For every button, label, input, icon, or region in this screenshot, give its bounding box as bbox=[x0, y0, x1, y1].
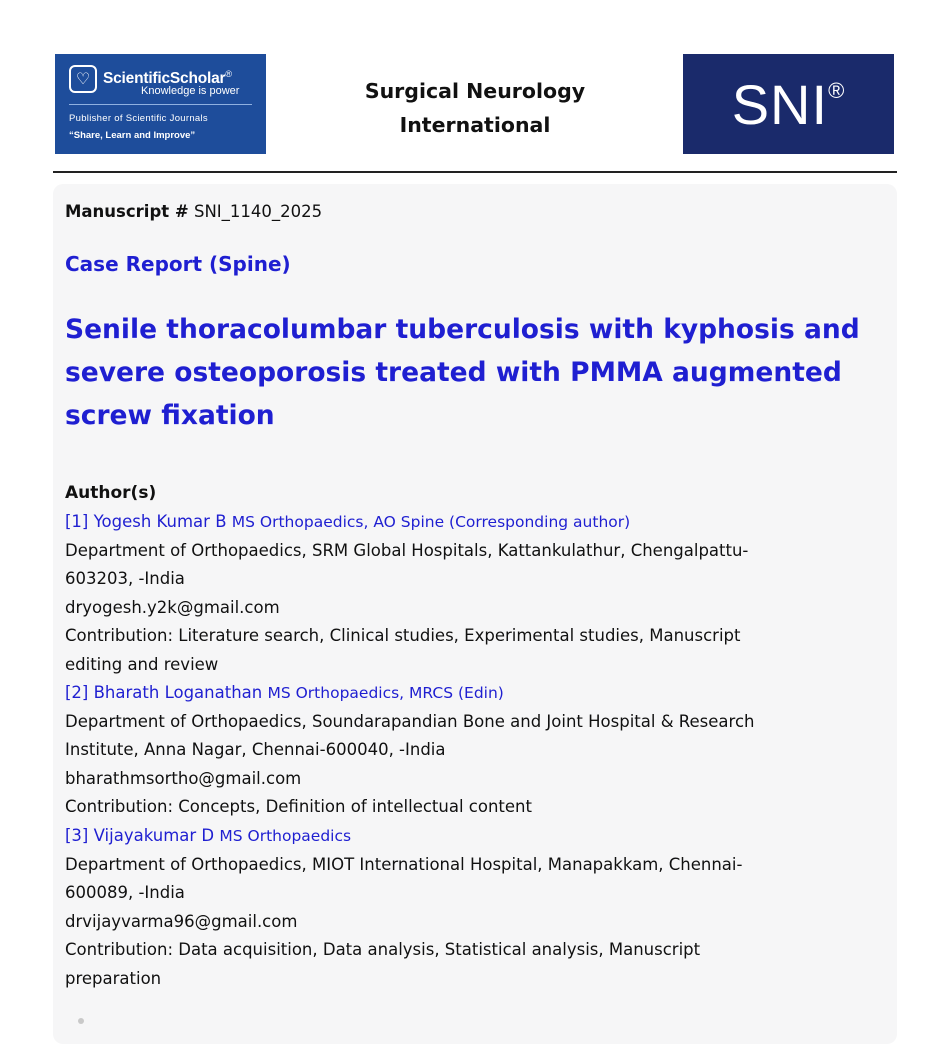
author-email: bharathmsortho@gmail.com bbox=[65, 768, 302, 788]
author-name: [1] Yogesh Kumar B bbox=[65, 512, 227, 531]
author-affiliation: Department of Orthopaedics, MIOT International Hospital, Manapakkam, Chennai- bbox=[65, 854, 743, 874]
logo-brand: ScientificScholar bbox=[103, 70, 226, 88]
author-contribution: Contribution: Literature search, Clinical studies, Experimental studies, Manuscript bbox=[65, 626, 741, 645]
author-name: [2] Bharath Loganathan bbox=[65, 683, 263, 702]
author-affiliation-cont: 600089, -India bbox=[65, 883, 185, 902]
author-contribution: Contribution: Concepts, Definition of intellectual content bbox=[65, 797, 532, 816]
author-affiliation-cont: 603203, -India bbox=[65, 569, 185, 588]
author-affiliation-cont: Institute, Anna Nagar, Chennai-600040, -India bbox=[65, 740, 446, 759]
author-entry bbox=[65, 822, 865, 993]
author-entry bbox=[65, 679, 865, 822]
author-name: [3] Vijayakumar D bbox=[65, 826, 215, 845]
sni-logo bbox=[683, 54, 894, 154]
manuscript-id: SNI_1140_2025 bbox=[193, 202, 323, 221]
author-credentials: MS Orthopaedics, MRCS (Edin) bbox=[267, 684, 504, 702]
journal-title-line1: Surgical Neurology bbox=[364, 79, 586, 103]
article-type: Case Report (Spine) bbox=[65, 252, 291, 276]
author-affiliation: Department of Orthopaedics, SRM Global Hospitals, Kattankulathur, Chengalpattu- bbox=[65, 540, 749, 560]
author-entry bbox=[65, 508, 865, 679]
author-contribution-cont: preparation bbox=[65, 968, 162, 988]
journal-title-line2: International bbox=[399, 113, 551, 137]
author-credentials: MS Orthopaedics bbox=[219, 827, 352, 845]
authors-heading: Author(s) bbox=[65, 483, 157, 503]
sni-logo-text: SNI bbox=[731, 72, 829, 136]
document-header bbox=[0, 0, 950, 175]
article-title: Senile thoracolumbar tuberculosis with kyphosis and severe osteoporosis treated with PMMA augmented screw fixation bbox=[65, 314, 860, 431]
logo-reg: ® bbox=[225, 69, 232, 80]
author-contribution-cont: editing and review bbox=[65, 654, 219, 674]
author-credentials: MS Orthopaedics, AO Spine (Corresponding author) bbox=[231, 513, 631, 531]
header-divider bbox=[53, 171, 897, 173]
author-email: drvijayvarma96@gmail.com bbox=[65, 911, 298, 931]
journal-title bbox=[300, 74, 650, 142]
scientific-scholar-logo bbox=[55, 54, 266, 154]
bullet-mark bbox=[78, 1018, 84, 1024]
logo-divider bbox=[69, 104, 252, 105]
manuscript-label: Manuscript # bbox=[65, 202, 189, 221]
sni-logo-reg: ® bbox=[828, 77, 846, 103]
author-email: dryogesh.y2k@gmail.com bbox=[65, 597, 280, 617]
logo-tagline: Knowledge is power bbox=[141, 85, 240, 97]
manuscript-number bbox=[65, 202, 322, 221]
logo-publisher: Publisher of Scientific Journals bbox=[69, 113, 208, 124]
heart-logo-icon: ♡ bbox=[69, 65, 97, 93]
logo-slogan: “Share, Learn and Improve” bbox=[69, 130, 196, 141]
author-affiliation: Department of Orthopaedics, Soundarapandian Bone and Joint Hospital & Research bbox=[65, 711, 755, 731]
author-contribution: Contribution: Data acquisition, Data analysis, Statistical analysis, Manuscript bbox=[65, 940, 701, 959]
